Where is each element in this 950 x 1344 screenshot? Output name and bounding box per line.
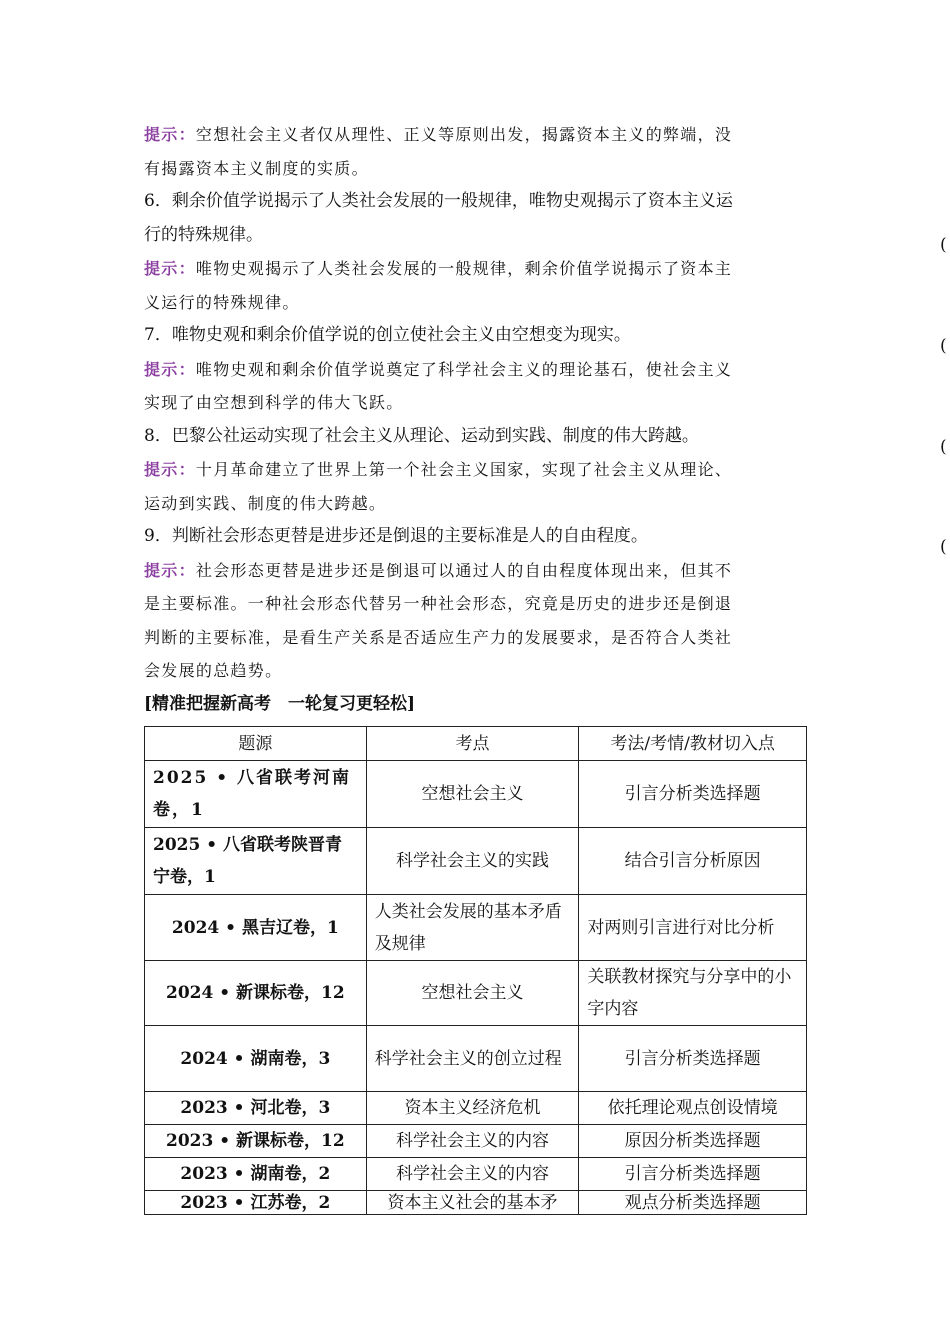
table-header-row <box>145 727 807 761</box>
question-8 <box>144 420 806 454</box>
cell-source: 2023 • 湖南卷，2 <box>145 1158 367 1191</box>
hint-label: 提示： <box>144 460 196 479</box>
cell-method: 引言分析类选择题 <box>579 761 807 828</box>
cell-point: 科学社会主义的内容 <box>366 1125 579 1158</box>
cell-source: 2023 • 新课标卷，12 <box>145 1125 367 1158</box>
cell-point: 资本主义社会的基本矛 <box>366 1191 579 1215</box>
table-row <box>145 961 807 1026</box>
hint-line <box>144 152 806 186</box>
question-text: 9．判断社会形态更替是进步还是倒退的主要标准是人的自由程度。 <box>144 526 648 546</box>
table-row <box>145 1026 807 1092</box>
hint-label: 提示： <box>144 560 196 580</box>
question-6-line2 <box>144 219 806 253</box>
answer-bracket: ( <box>940 437 947 457</box>
question-text: 8．巴黎公社运动实现了社会主义从理论、运动到实践、制度的伟大跨越。 <box>144 425 699 446</box>
cell-method: 引言分析类选择题 <box>579 1158 807 1191</box>
hint-label: 提示： <box>144 125 196 144</box>
cell-method: 结合引言分析原因 <box>579 828 807 895</box>
hint-text: 会发展的总趋势。 <box>144 661 283 680</box>
question-9 <box>144 520 806 554</box>
table-row <box>145 1191 807 1215</box>
cell-method: 观点分析类选择题 <box>579 1191 807 1215</box>
hint-text: 运动到实践、制度的伟大跨越。 <box>144 493 387 513</box>
hint-text: 十月革命建立了世界上第一个社会主义国家，实现了社会主义从理论、 <box>195 460 733 479</box>
hint-text: 实现了由空想到科学的伟大飞跃。 <box>144 393 404 412</box>
header-point: 考点 <box>366 727 579 761</box>
question-text: 行的特殊规律。 <box>144 224 263 245</box>
hint-line <box>144 453 806 487</box>
hint-text: 判断的主要标准，是看生产关系是否适应生产力的发展要求，是否符合人类社 <box>144 627 733 647</box>
cell-point: 资本主义经济危机 <box>366 1092 579 1125</box>
hint-text: 有揭露资本主义制度的实质。 <box>144 158 369 178</box>
hint-text: 社会形态更替是进步还是倒退可以通过人的自由程度体现出来，但其不 <box>195 560 733 580</box>
hint-line <box>144 587 806 621</box>
hint-line <box>144 654 806 688</box>
document-body <box>144 118 806 720</box>
question-text: 6．剩余价值学说揭示了人类社会发展的一般规律，唯物史观揭示了资本主义运 <box>144 191 733 211</box>
hint-label: 提示： <box>144 359 196 379</box>
hint-line <box>144 353 806 387</box>
cell-source: 2023 • 河北卷，3 <box>145 1092 367 1125</box>
cell-source: 2025 • 八省联考河南卷，1 <box>145 761 367 828</box>
hint-text: 唯物史观揭示了人类社会发展的一般规律，剩余价值学说揭示了资本主 <box>195 259 733 278</box>
cell-point: 科学社会主义的内容 <box>366 1158 579 1191</box>
cell-source: 2024 • 新课标卷，12 <box>145 961 367 1026</box>
hint-label: 提示： <box>144 259 196 278</box>
table-row <box>145 1158 807 1191</box>
cell-method: 原因分析类选择题 <box>579 1125 807 1158</box>
cell-method: 依托理论观点创设情境 <box>579 1092 807 1125</box>
exam-source-table <box>144 726 807 1215</box>
hint-text: 唯物史观和剩余价值学说奠定了科学社会主义的理论基石，使社会主义 <box>195 359 733 379</box>
hint-line <box>144 252 806 286</box>
table-row <box>145 828 807 895</box>
hint-line <box>144 118 806 152</box>
cell-method: 引言分析类选择题 <box>579 1026 807 1092</box>
table-row <box>145 761 807 828</box>
cell-point: 人类社会发展的基本矛盾及规律 <box>366 895 579 961</box>
hint-line <box>144 621 806 655</box>
hint-text: 是主要标准。一种社会形态代替另一种社会形态，究竟是历史的进步还是倒退 <box>144 594 733 613</box>
answer-bracket: ( <box>940 235 947 255</box>
header-source: 题源 <box>145 727 367 761</box>
hint-line <box>144 286 806 320</box>
cell-point: 科学社会主义的实践 <box>366 828 579 895</box>
hint-text: 空想社会主义者仅从理性、正义等原则出发，揭露资本主义的弊端，没 <box>195 125 733 144</box>
question-6-line1 <box>144 185 806 219</box>
cell-point: 科学社会主义的创立过程 <box>366 1026 579 1092</box>
cell-method: 关联教材探究与分享中的小字内容 <box>579 961 807 1026</box>
hint-text: 义运行的特殊规律。 <box>144 292 300 312</box>
header-method: 考法/考情/教材切入点 <box>579 727 807 761</box>
cell-point: 空想社会主义 <box>366 961 579 1026</box>
question-text: 7．唯物史观和剩余价值学说的创立使社会主义由空想变为现实。 <box>144 325 631 345</box>
cell-source: 2023 • 江苏卷，2 <box>145 1191 367 1215</box>
hint-line <box>144 487 806 521</box>
answer-bracket: ( <box>940 336 947 356</box>
answer-bracket: ( <box>940 537 947 557</box>
table-row <box>145 895 807 961</box>
cell-point: 空想社会主义 <box>366 761 579 828</box>
hint-line <box>144 554 806 588</box>
section-heading: [精准把握新高考 一轮复习更轻松] <box>144 693 416 714</box>
table-row <box>145 1092 807 1125</box>
cell-source: 2024 • 黑吉辽卷，1 <box>145 895 367 961</box>
cell-source: 2024 • 湖南卷，3 <box>145 1026 367 1092</box>
table-row <box>145 1125 807 1158</box>
cell-method: 对两则引言进行对比分析 <box>579 895 807 961</box>
hint-line <box>144 386 806 420</box>
question-7 <box>144 319 806 353</box>
cell-source: 2025 • 八省联考陕晋青宁卷，1 <box>145 828 367 895</box>
